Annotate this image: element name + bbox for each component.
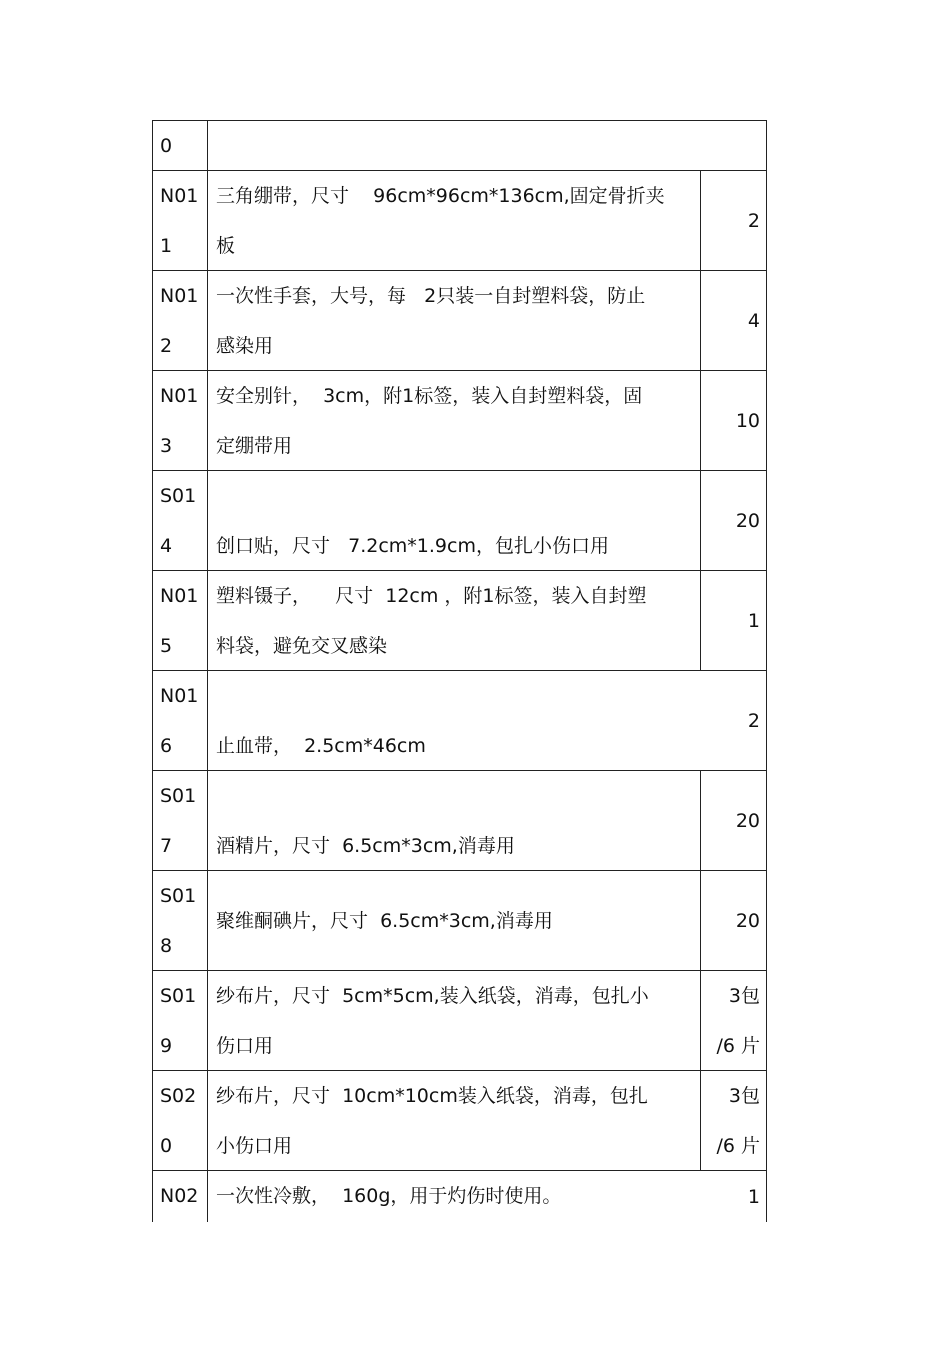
item-quantity-line: 20 xyxy=(735,809,760,832)
supply-table xyxy=(152,120,767,1222)
item-quantity xyxy=(700,971,766,1070)
item-code-line: N01 xyxy=(160,385,199,407)
item-description xyxy=(216,971,686,1071)
item-code xyxy=(153,121,208,170)
item-code xyxy=(153,271,208,370)
item-quantity-line: 4 xyxy=(747,309,760,332)
item-quantity xyxy=(700,1071,766,1170)
item-description xyxy=(216,1171,686,1221)
item-code xyxy=(153,571,208,670)
item-description-line: 酒精片，尺寸 6.5cm*3cm,消毒用 xyxy=(216,835,515,857)
item-description xyxy=(216,1071,686,1171)
item-quantity-line: /6 片 xyxy=(716,1134,760,1157)
item-code-line: N01 xyxy=(160,585,199,607)
item-description-line xyxy=(216,671,686,721)
item-quantity-line: 2 xyxy=(747,709,760,732)
item-quantity xyxy=(700,471,766,570)
item-description-line: 安全别针， 3cm，附1标签，装入自封塑料袋，固 xyxy=(216,385,643,407)
item-code-line: S02 xyxy=(160,1085,197,1107)
item-description-line: 料袋，避免交叉感染 xyxy=(216,635,388,657)
item-code-line: 8 xyxy=(160,935,173,957)
item-code-line: S01 xyxy=(160,885,197,907)
table-row xyxy=(152,970,767,1070)
item-code xyxy=(153,771,208,870)
item-description-line: 纱布片，尺寸 10cm*10cm装入纸袋，消毒，包扎 xyxy=(216,1085,648,1107)
item-quantity xyxy=(700,771,766,870)
item-description-line: 三角绷带，尺寸 96cm*96cm*136cm,固定骨折夹 xyxy=(216,185,665,207)
item-code-line: 6 xyxy=(160,735,173,757)
item-description-line: 创口贴，尺寸 7.2cm*1.9cm，包扎小伤口用 xyxy=(216,535,609,557)
item-description xyxy=(216,571,686,671)
item-description xyxy=(216,771,686,871)
table-row xyxy=(152,770,767,870)
item-description-line xyxy=(216,471,686,521)
item-quantity-line: 2 xyxy=(747,209,760,232)
item-code-line: 2 xyxy=(160,335,173,357)
item-description-line: 感染用 xyxy=(216,335,274,357)
item-quantity xyxy=(700,871,766,970)
item-description xyxy=(216,671,686,771)
item-code-line: S01 xyxy=(160,985,197,1007)
table-row xyxy=(152,1070,767,1170)
item-code-line: 4 xyxy=(160,535,173,557)
item-code-line: N01 xyxy=(160,185,199,207)
item-code xyxy=(153,371,208,470)
item-description xyxy=(216,371,686,471)
item-code xyxy=(153,471,208,570)
item-code-line: S01 xyxy=(160,485,197,507)
item-description-line: 定绷带用 xyxy=(216,435,293,457)
item-description-line: 止血带， 2.5cm*46cm xyxy=(216,735,426,757)
item-code-line: N01 xyxy=(160,285,199,307)
item-code-line: 5 xyxy=(160,635,173,657)
item-quantity-line: /6 片 xyxy=(716,1034,760,1057)
item-quantity xyxy=(700,571,766,670)
item-description-line: 小伤口用 xyxy=(216,1135,293,1157)
table-row xyxy=(152,670,767,770)
item-code-line: N01 xyxy=(160,685,199,707)
table-row xyxy=(152,120,767,170)
item-code-line: 9 xyxy=(160,1035,173,1057)
item-code xyxy=(153,1171,208,1222)
item-description xyxy=(216,896,686,946)
item-code-line: 1 xyxy=(160,235,173,257)
item-description-line: 一次性手套，大号，每 2只装一自封塑料袋，防止 xyxy=(216,285,646,307)
item-quantity-line: 3包 xyxy=(728,984,760,1007)
table-row xyxy=(152,870,767,970)
item-quantity-line: 1 xyxy=(747,1185,760,1208)
item-code-line: 0 xyxy=(160,1135,173,1157)
item-code-line: 0 xyxy=(160,135,173,157)
item-quantity xyxy=(700,371,766,470)
table-row xyxy=(152,270,767,370)
item-quantity xyxy=(700,271,766,370)
item-description xyxy=(216,471,686,571)
item-quantity xyxy=(700,671,766,770)
item-quantity xyxy=(700,1171,766,1222)
item-code-line: 7 xyxy=(160,835,173,857)
table-row xyxy=(152,370,767,470)
item-quantity-line: 3包 xyxy=(728,1084,760,1107)
item-quantity-line: 1 xyxy=(747,609,760,632)
item-description-line: 塑料镊子， 尺寸 12cm ，附1标签，装入自封塑 xyxy=(216,585,647,607)
item-description xyxy=(216,171,686,271)
item-code xyxy=(153,871,208,970)
item-quantity-line: 20 xyxy=(735,509,760,532)
item-code xyxy=(153,1071,208,1170)
table-row xyxy=(152,170,767,270)
item-description-line: 一次性冷敷， 160g，用于灼伤时使用。 xyxy=(216,1185,562,1207)
table-row xyxy=(152,570,767,670)
item-code-line: S01 xyxy=(160,785,197,807)
item-code-line: 3 xyxy=(160,435,173,457)
item-description-line: 板 xyxy=(216,235,236,257)
item-quantity-line: 20 xyxy=(735,909,760,932)
item-quantity-line: 10 xyxy=(735,409,760,432)
item-quantity xyxy=(700,171,766,270)
item-description-line: 纱布片，尺寸 5cm*5cm,装入纸袋，消毒，包扎小 xyxy=(216,985,649,1007)
table-row xyxy=(152,1170,767,1222)
item-description xyxy=(216,271,686,371)
item-code-line: N02 xyxy=(160,1185,199,1207)
item-code xyxy=(153,971,208,1070)
item-code xyxy=(153,171,208,270)
table-row xyxy=(152,470,767,570)
item-code xyxy=(153,671,208,770)
item-description-line: 伤口用 xyxy=(216,1035,274,1057)
item-description-line: 聚维酮碘片，尺寸 6.5cm*3cm,消毒用 xyxy=(216,910,553,932)
item-description-line xyxy=(216,771,686,821)
